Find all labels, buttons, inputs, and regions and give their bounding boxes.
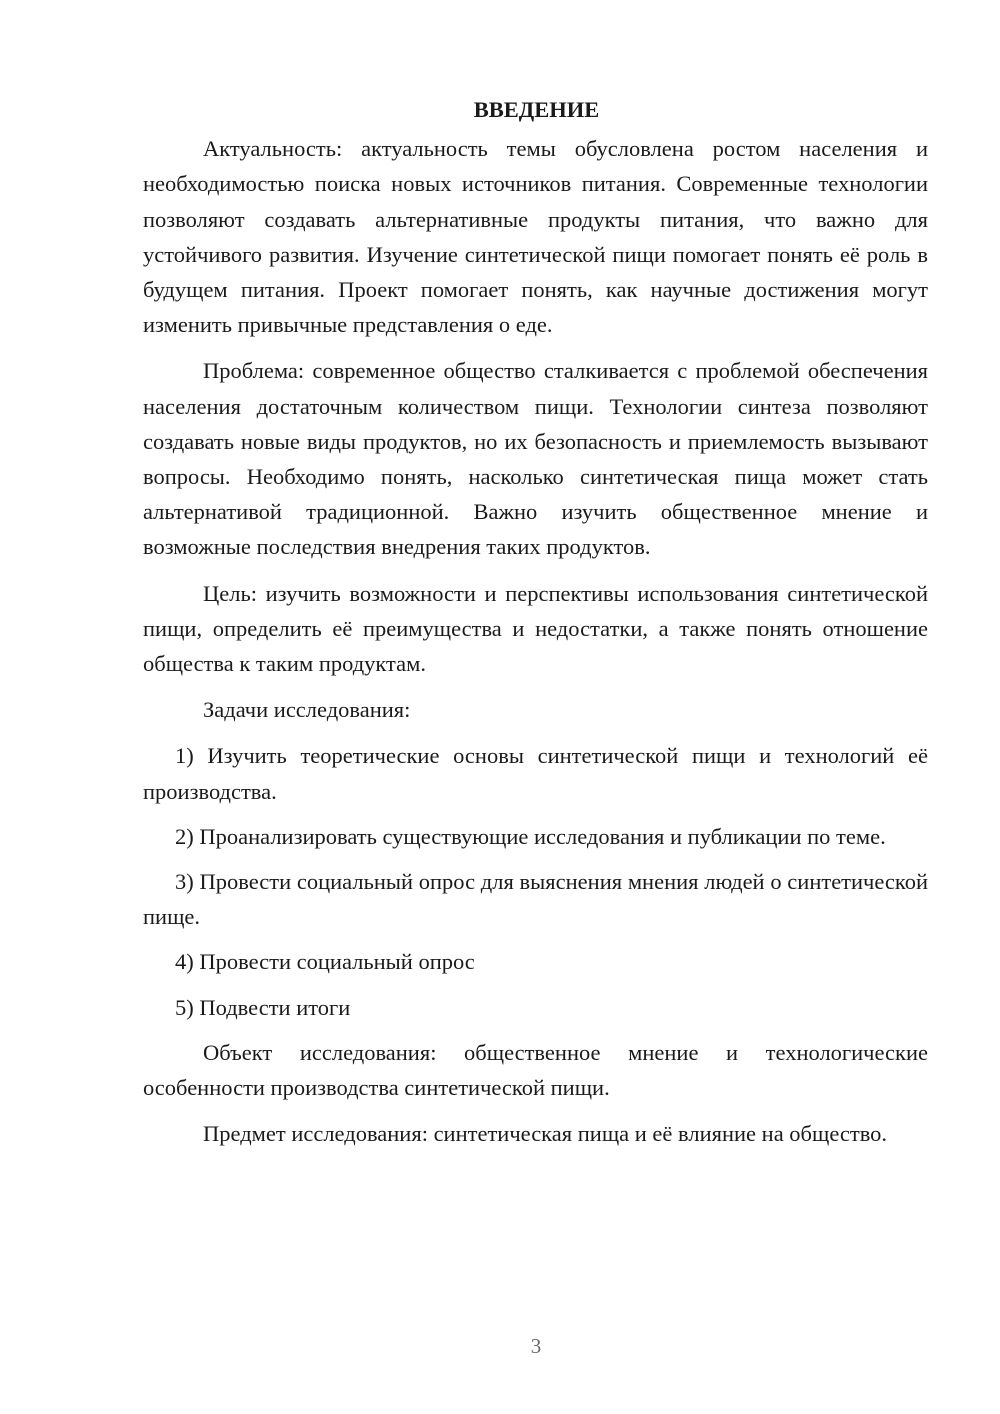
task-item-3: 3) Провести социальный опрос для выяснения мнения людей о синтетической пище. <box>143 869 928 930</box>
goal-paragraph: Цель: изучить возможности и перспективы использования синтетической пищи, определить её преимущества и недостатки, а также понять отношение общества к таким продуктам. <box>143 580 928 677</box>
page-number: 3 <box>530 1334 542 1358</box>
research-object-paragraph: Объект исследования: общественное мнение и технологические особенности производства синтетической пищи. <box>143 1039 928 1101</box>
tasks-heading: Задачи исследования: <box>203 697 411 723</box>
task-item-4: 4) Провести социальный опрос <box>175 949 475 975</box>
task-item-2: 2) Проанализировать существующие исследования и публикации по теме. <box>175 823 886 849</box>
task-item-1: 1) Изучить теоретические основы синтетической пищи и технологий её производства. <box>143 743 928 804</box>
page-content <box>143 92 928 1162</box>
task-item-5: 5) Подвести итоги <box>175 994 351 1020</box>
section-heading: ВВЕДЕНИЕ <box>473 97 600 122</box>
relevance-paragraph: Актуальность: актуальность темы обусловлена ростом населения и необходимостью поиска новых источников питания. Современные технологии позволяют создавать альтернативные продукты питания, что важно для устойчивого развития. Изучение синтетической пищи помогает понять её роль в будущем питания. Проект помогает понять, как научные достижения могут изменить привычные представления о еде. <box>143 136 928 338</box>
research-subject-paragraph: Предмет исследования: синтетическая пища и её влияние на общество. <box>203 1121 888 1147</box>
problem-paragraph: Проблема: современное общество сталкивается с проблемой обеспечения населения достаточным количеством пищи. Технологии синтеза позволяют создавать новые виды продуктов, но их безопасность и приемлемость вызывают вопросы. Необходимо понять, насколько синтетическая пища может стать альтернативой традиционной. Важно изучить общественное мнение и возможные последствия внедрения таких продуктов. <box>143 358 928 560</box>
